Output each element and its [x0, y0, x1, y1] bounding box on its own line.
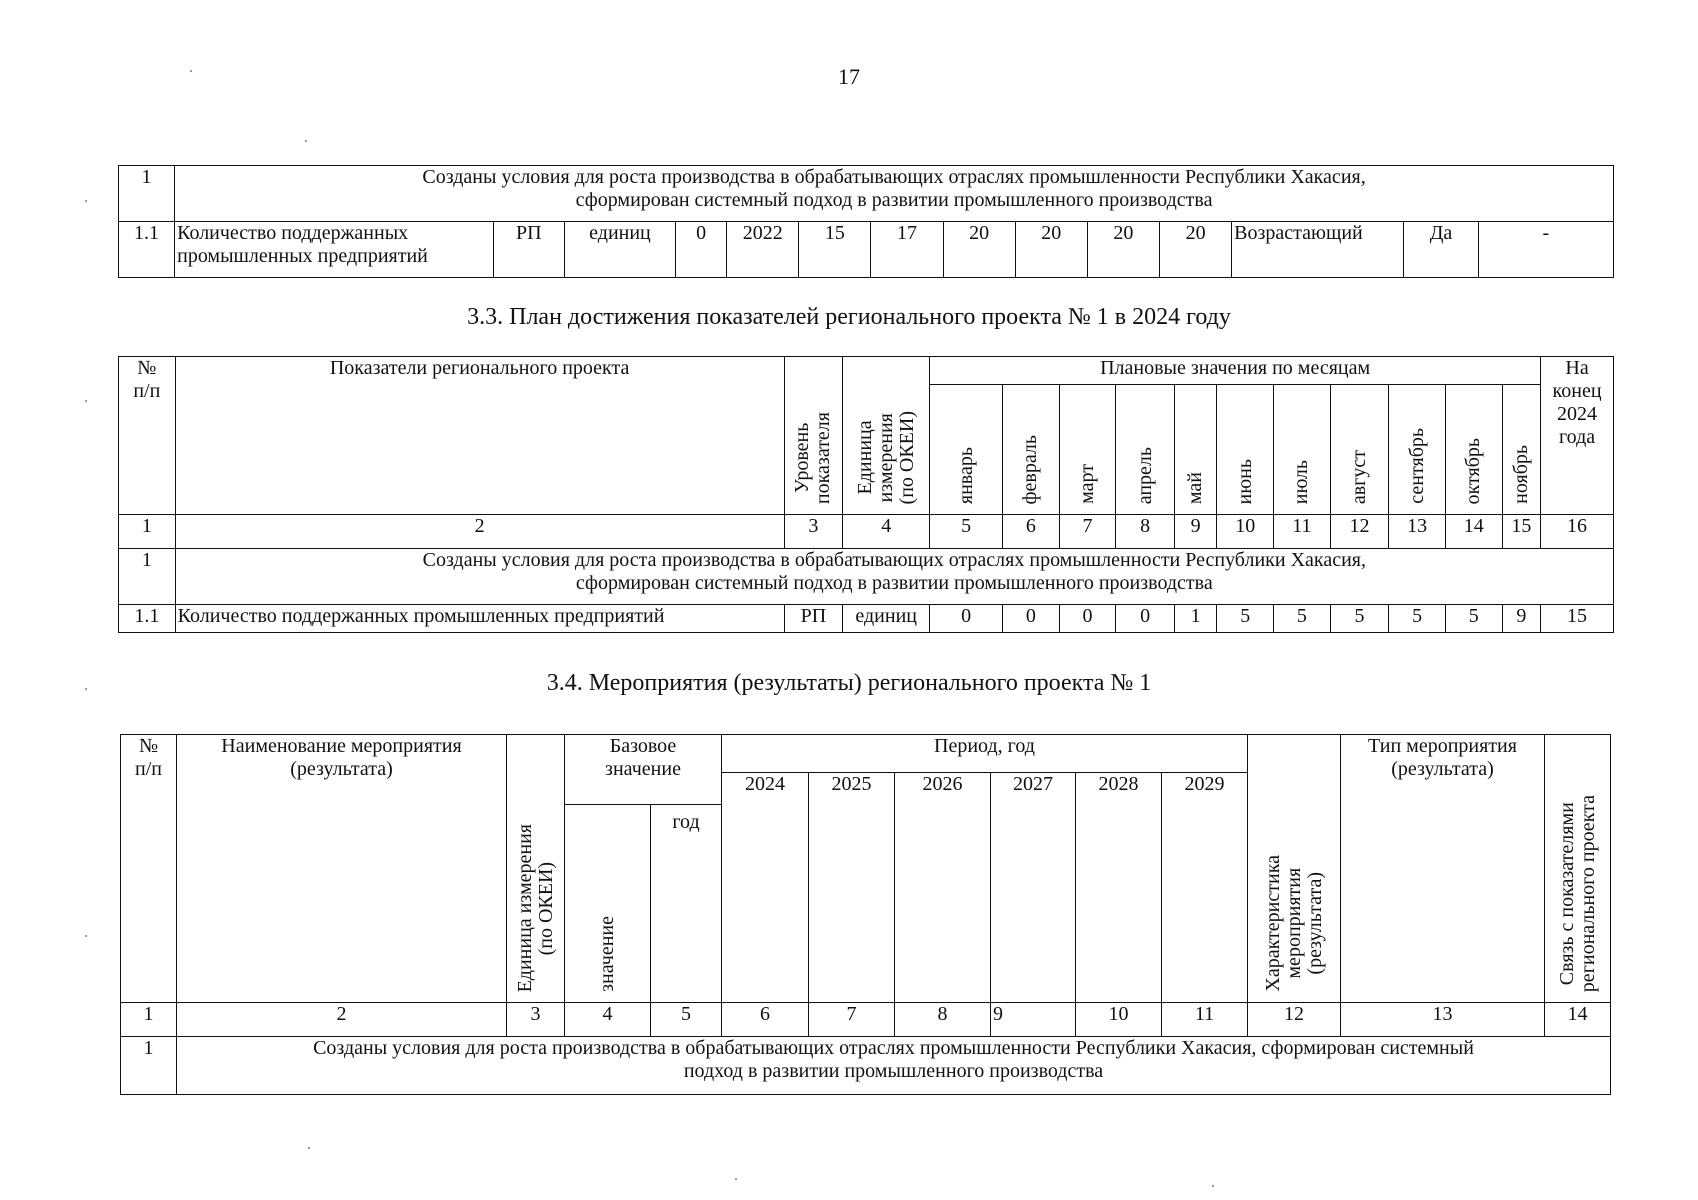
year-value: 20 [1160, 222, 1232, 278]
column-number: 10 [1076, 1003, 1162, 1037]
year-value: 20 [1015, 222, 1087, 278]
year-header: 2025 [809, 773, 895, 1003]
year-value: 15 [799, 222, 871, 278]
column-number: 1 [119, 515, 176, 549]
flag: Да [1404, 222, 1478, 278]
col-unit-header [843, 357, 930, 515]
year-header: 2029 [1162, 773, 1248, 1003]
trend: Возрастающий [1232, 222, 1404, 278]
scan-speck [308, 1147, 310, 1149]
col-char-header [1248, 735, 1341, 1003]
section-number: 1 [121, 1037, 177, 1095]
month-label: июль [1290, 459, 1313, 504]
col-unit-label: Единица измерения (по ОКЕИ) [853, 410, 918, 504]
base-value: 0 [676, 222, 727, 278]
monthly-plan-table [118, 356, 1614, 633]
month-label: май [1184, 471, 1207, 504]
year-value: 20 [1087, 222, 1159, 278]
page-number: 17 [838, 64, 860, 89]
month-label: октябрь [1462, 437, 1485, 504]
col-link-header [1545, 735, 1611, 1003]
scan-speck [85, 935, 87, 937]
column-number: 3 [784, 515, 843, 549]
heading-3-3: 3.3. План достижения показателей регионального проекта № 1 в 2024 году [467, 304, 1231, 330]
scan-speck [305, 140, 307, 142]
column-number: 9 [1174, 515, 1216, 549]
column-number: 14 [1445, 515, 1502, 549]
month-value: 0 [930, 605, 1003, 633]
column-number: 5 [651, 1003, 722, 1037]
col-base-year-header: год [651, 805, 722, 1003]
month-header [1445, 385, 1502, 515]
col-name-header: Показатели регионального проекта [175, 357, 784, 515]
year-value: 20 [943, 222, 1015, 278]
month-value: 5 [1274, 605, 1331, 633]
month-value: 5 [1389, 605, 1446, 633]
scan-speck [85, 688, 87, 690]
col-months-group-header: Плановые значения по месяцам [930, 357, 1541, 385]
row-number: 1.1 [119, 605, 176, 633]
year-value: 17 [871, 222, 943, 278]
column-number: 5 [930, 515, 1003, 549]
scan-speck [735, 1178, 737, 1180]
table-row [119, 605, 1614, 633]
month-label: март [1075, 464, 1098, 504]
month-header [1059, 385, 1116, 515]
column-number: 4 [565, 1003, 651, 1037]
month-label: сентябрь [1405, 428, 1428, 504]
indicators-continuation-table [118, 165, 1614, 278]
col-base-header: Базовое значение [565, 735, 722, 805]
month-label: февраль [1019, 434, 1042, 504]
year-header: 2028 [1076, 773, 1162, 1003]
scan-speck [190, 70, 192, 72]
col-level-label: Уровень показателя [791, 411, 835, 504]
indicator-level: РП [784, 605, 843, 633]
month-header [1003, 385, 1060, 515]
col-char-label: Характеристика мероприятия (результата) [1261, 855, 1326, 992]
column-number: 12 [1330, 515, 1389, 549]
month-value: 5 [1445, 605, 1502, 633]
column-number: 6 [1003, 515, 1060, 549]
column-number: 8 [1116, 515, 1175, 549]
month-header [930, 385, 1003, 515]
month-header [1274, 385, 1331, 515]
month-label: июнь [1233, 458, 1256, 504]
year-end-value: 15 [1541, 605, 1614, 633]
activities-table [120, 734, 1611, 1095]
col-unit-label: Единица измерения (по ОКЕИ) [513, 823, 557, 992]
indicator-unit: единиц [564, 222, 675, 278]
table-row [119, 222, 1614, 278]
column-numbers-row [121, 1003, 1611, 1037]
col-base-value-header [565, 805, 651, 1003]
column-number: 12 [1248, 1003, 1341, 1037]
column-number: 15 [1502, 515, 1540, 549]
month-value: 0 [1116, 605, 1175, 633]
section-title: Созданы условия для роста производства в обрабатывающих отраслях промышленности Республики Хакасия, сформирован системный подход в развитии промышленного производства [175, 166, 1614, 222]
column-numbers-row [119, 515, 1614, 549]
column-number: 3 [507, 1003, 565, 1037]
col-number-header: № п/п [121, 735, 177, 1003]
month-label: ноябрь [1509, 445, 1532, 504]
column-number: 8 [895, 1003, 991, 1037]
indicator-name: Количество поддержанных промышленных предприятий [175, 222, 494, 278]
col-link-label: Связь с показателями регионального проекта [1555, 794, 1599, 992]
column-number: 16 [1541, 515, 1614, 549]
col-unit-header [507, 735, 565, 1003]
month-value: 5 [1330, 605, 1389, 633]
base-year: 2022 [727, 222, 799, 278]
month-label: январь [954, 446, 977, 504]
row-number: 1.1 [119, 222, 175, 278]
col-number-header: № п/п [119, 357, 176, 515]
column-number: 4 [843, 515, 930, 549]
column-number: 6 [722, 1003, 809, 1037]
indicator-name: Количество поддержанных промышленных предприятий [175, 605, 784, 633]
column-number: 9 [991, 1003, 1076, 1037]
month-header [1502, 385, 1540, 515]
month-label: август [1348, 449, 1371, 504]
column-number: 7 [809, 1003, 895, 1037]
col-base-value-label: значение [596, 916, 618, 992]
col-end-header: На конец 2024 года [1541, 357, 1614, 515]
section-title: Созданы условия для роста производства в обрабатывающих отраслях промышленности Республики Хакасия, сформирован системный подход в развитии промышленного производства [175, 549, 1613, 605]
month-value: 9 [1502, 605, 1540, 633]
scan-speck [85, 400, 87, 402]
heading-3-4: 3.4. Мероприятия (результаты) регионального проекта № 1 [546, 670, 1152, 696]
year-header: 2026 [895, 773, 991, 1003]
section-title: Созданы условия для роста производства в обрабатывающих отраслях промышленности Республики Хакасия, сформирован системный подход в развитии промышленного производства [177, 1037, 1611, 1095]
year-header: 2024 [722, 773, 809, 1003]
month-header [1174, 385, 1216, 515]
column-number: 13 [1341, 1003, 1545, 1037]
section-number: 1 [119, 549, 176, 605]
month-header [1116, 385, 1175, 515]
col-type-header: Тип мероприятия (результата) [1341, 735, 1545, 1003]
column-number: 10 [1217, 515, 1274, 549]
month-label: апрель [1133, 446, 1156, 504]
month-value: 1 [1174, 605, 1216, 633]
column-number: 14 [1545, 1003, 1611, 1037]
scan-speck [85, 200, 87, 202]
indicator-unit: единиц [843, 605, 930, 633]
column-number: 13 [1389, 515, 1446, 549]
col-level-header [784, 357, 843, 515]
column-number: 7 [1059, 515, 1116, 549]
month-value: 0 [1003, 605, 1060, 633]
col-period-header: Период, год [722, 735, 1248, 773]
column-number: 1 [121, 1003, 177, 1037]
month-header [1217, 385, 1274, 515]
column-number: 2 [177, 1003, 507, 1037]
month-header [1330, 385, 1389, 515]
month-header [1389, 385, 1446, 515]
year-header: 2027 [991, 773, 1076, 1003]
column-number: 11 [1162, 1003, 1248, 1037]
note: - [1478, 222, 1613, 278]
col-name-header: Наименование мероприятия (результата) [177, 735, 507, 1003]
scan-speck [1212, 1185, 1214, 1187]
month-value: 0 [1059, 605, 1116, 633]
column-number: 2 [175, 515, 784, 549]
column-number: 11 [1274, 515, 1331, 549]
indicator-level: РП [493, 222, 564, 278]
month-value: 5 [1217, 605, 1274, 633]
section-number: 1 [119, 166, 175, 222]
